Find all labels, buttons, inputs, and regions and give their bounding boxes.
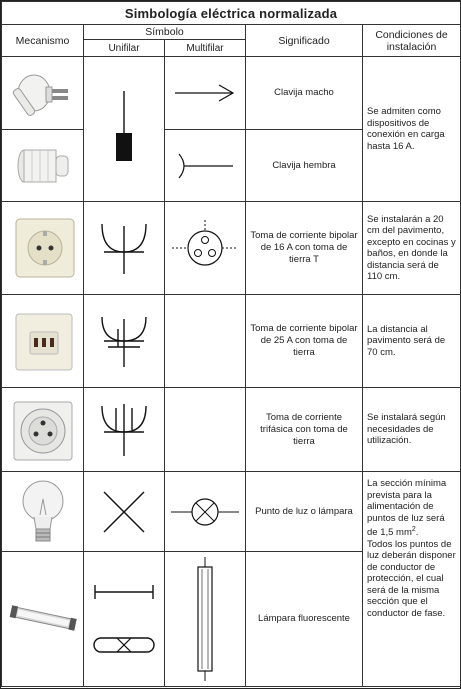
plug-female-icon [8,141,78,191]
arrow-female-icon [173,152,237,180]
significado-cell: Clavija macho [246,57,363,130]
electrical-symbols-table [1,1,461,687]
significado-cell: Toma de corriente bipolar de 25 A con toma de tierra [246,295,363,388]
significado-cell: Clavija hembra [246,130,363,202]
socket-16a-icon [8,213,78,283]
mechanism-cell [2,388,84,472]
table-row [2,295,461,388]
unifilar-cell [84,295,165,388]
mechanism-cell [2,552,84,687]
multifilar-male-cell [165,57,246,130]
condition-light-sup: 2 [411,526,416,533]
fluorescent-multifilar-icon [185,557,225,681]
socket-25a-unifilar-icon [94,311,154,371]
socket-16a-unifilar-icon [94,218,154,278]
condition-light-part3: Todos los puntos de luz deberán disponer de conductor de protección, el cual será de la misma sección que el conductor de fase. [367,538,456,619]
table-title: Simbología eléctrica normalizada [2,2,461,25]
table-row [2,388,461,472]
socket-25a-icon [8,306,78,376]
table-row [2,57,461,130]
mechanism-cell [2,295,84,388]
unifilar-cell [84,472,165,552]
light-bulb-icon [8,475,78,549]
header-simbolo: Símbolo [84,25,246,40]
header-unifilar: Unifilar [84,40,165,57]
significado-cell: Toma de corriente trifásica con toma de tierra [246,388,363,472]
mechanism-cell [2,57,84,130]
condition-cell: Se instalarán a 20 cm del pavimento, excepto en cocinas y baños, en donde la distancia será de 110 cm. [363,202,461,295]
mechanism-cell [2,202,84,295]
light-point-multifilar-icon [169,492,241,532]
socket-threephase-icon [8,396,78,464]
header-significado: Significado [246,25,363,57]
table-row [2,472,461,552]
condition-light-part2: . [415,527,419,539]
multifilar-cell [165,202,246,295]
light-point-unifilar-icon [94,482,154,542]
socket-threephase-unifilar-icon [94,400,154,460]
multifilar-empty-cell [165,295,246,388]
unifilar-cell [84,552,165,687]
significado-cell: Punto de luz o lámpara [246,472,363,552]
fluorescent-unifilar-icon [89,564,159,674]
table-row [2,202,461,295]
mechanism-cell [2,472,84,552]
mechanism-cell [2,130,84,202]
header-mecanismo: Mecanismo [2,25,84,57]
multifilar-cell [165,552,246,687]
multifilar-female-cell [165,130,246,202]
multifilar-cell [165,472,246,552]
condition-light-part1: La sección mínima prevista para la alimentación de puntos de luz será de 1,5 mm [367,478,447,539]
condition-cell [363,472,461,687]
plug-male-icon [8,63,78,123]
significado-cell: Lámpara fluorescente [246,552,363,687]
condition-cell: La distancia al pavimento será de 70 cm. [363,295,461,388]
socket-16a-multifilar-icon [170,218,240,278]
unifilar-cell [84,388,165,472]
arrow-male-icon [173,83,237,103]
unifilar-cell [84,202,165,295]
condition-cell: Se instalará según necesidades de utilización. [363,388,461,472]
multifilar-empty-cell [165,388,246,472]
fluorescent-tube-icon [7,599,79,639]
significado-cell: Toma de corriente bipolar de 16 A con toma de tierra T [246,202,363,295]
header-multifilar: Multifilar [165,40,246,57]
unifilar-plug-symbol [84,57,165,202]
header-condiciones: Condiciones de instalación [363,25,461,57]
plug-unifilar-icon [104,89,144,169]
condition-cell: Se admiten como dispositivos de conexión en carga hasta 16 A. [363,57,461,202]
